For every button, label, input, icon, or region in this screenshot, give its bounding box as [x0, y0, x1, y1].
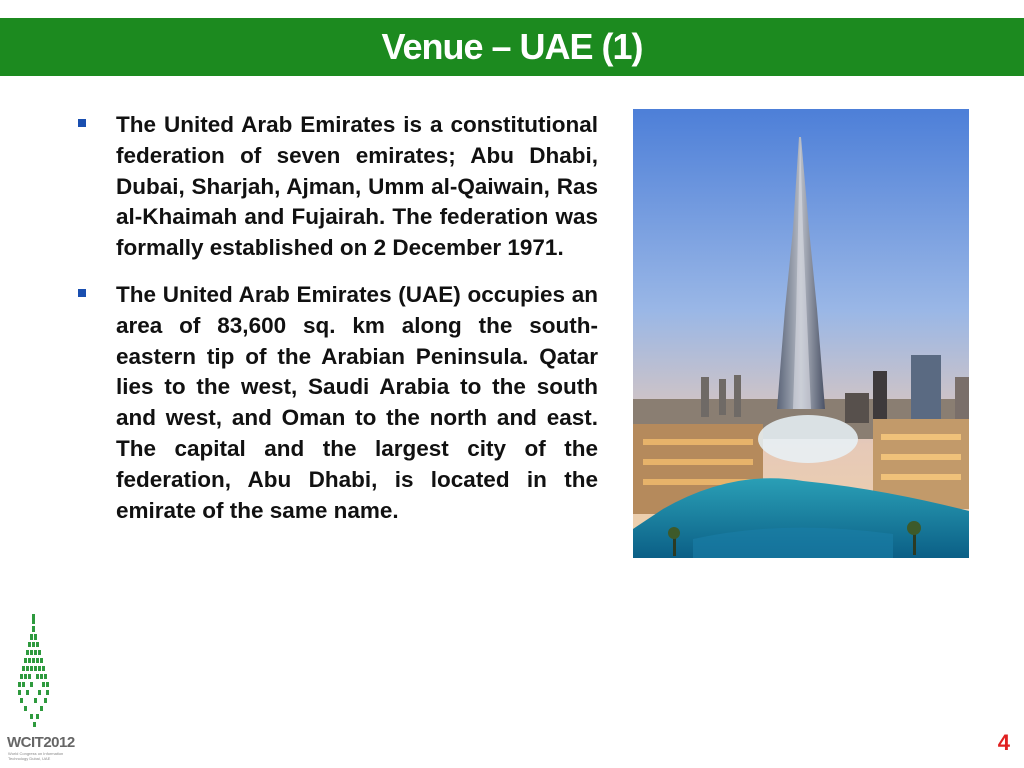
bullet-text: The United Arab Emirates is a constitutional federation of seven emirates; Abu Dhabi, Dubai, Sharjah, Ajman, Umm al-Qaiwain, Ras al-Khaimah and Fujairah. The federation was formally established on 2 December 1971. [116, 112, 598, 261]
slide-title: Venue – UAE (1) [381, 26, 643, 67]
bullet-item [78, 280, 598, 526]
burj-khalifa-photo [633, 109, 969, 558]
logo-subtitle: World Congress on Information Technology Dubai, UAE [8, 751, 64, 761]
square-bullet-icon [78, 289, 86, 297]
bullet-list [78, 110, 598, 542]
page-number: 4 [997, 730, 1010, 755]
bullet-text: The United Arab Emirates (UAE) occupies an area of 83,600 sq. km along the south-eastern tip of the Arabian Peninsula. Qatar lies to the west, Saudi Arabia to the south and west, and Oman to the north and east. The capital and the largest city of the federation, Abu Dhabi, is located in the emirate of the same name. [116, 281, 598, 523]
square-bullet-icon [78, 119, 86, 127]
title-bar [0, 18, 1024, 76]
logo-text: WCIT2012 [7, 734, 75, 751]
bullet-item [78, 110, 598, 264]
